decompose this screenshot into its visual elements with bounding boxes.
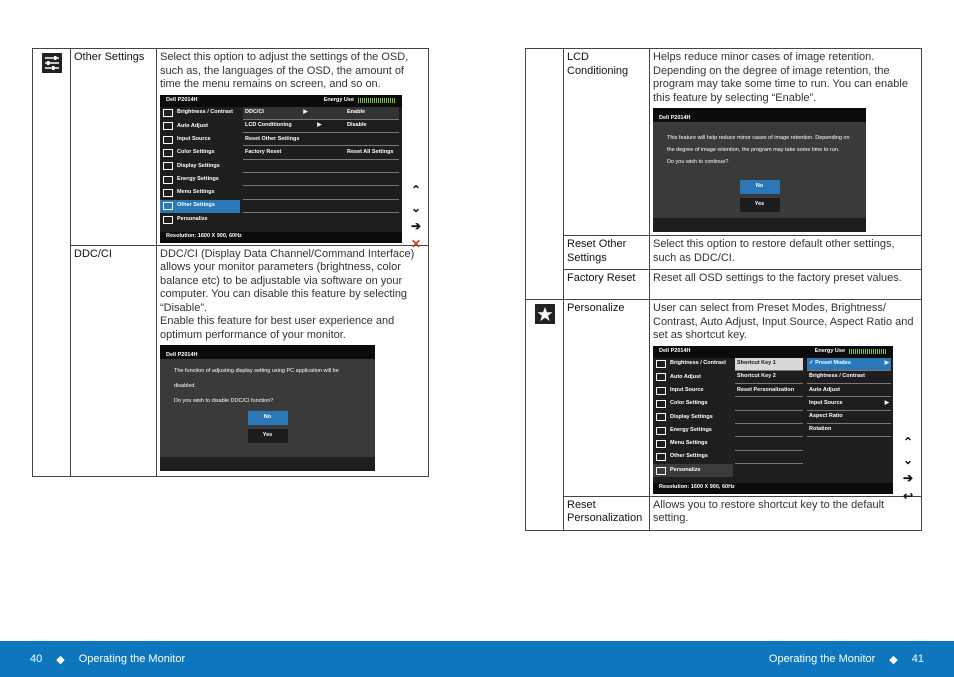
setting-name: DDC/CI <box>71 245 157 476</box>
setting-desc <box>650 300 922 497</box>
osd-menu-item-selected[interactable]: Other Settings <box>160 200 240 213</box>
dialog-text: This feature will help reduce minor cases of image retention. Depending on <box>667 135 850 141</box>
icon-cell <box>526 49 564 300</box>
footer-left <box>30 653 185 666</box>
osd-sub-item-empty <box>243 186 399 199</box>
ddc-dialog-screenshot <box>160 345 375 471</box>
color-icon <box>656 400 666 408</box>
osd-titlebar <box>653 346 893 358</box>
color-icon <box>163 149 173 157</box>
dialog-title: Dell P2014H <box>653 108 866 122</box>
star-icon <box>656 467 666 475</box>
sliders-icon <box>163 202 173 210</box>
osd-menu-screenshot <box>160 95 402 243</box>
no-button[interactable]: No <box>740 180 780 194</box>
osd-menu-item[interactable]: Personalize <box>160 213 240 226</box>
dialog-footer <box>653 218 866 232</box>
osd-sub-item[interactable]: DDC/CI ▶ Enable <box>243 107 399 120</box>
diamond-icon: ◆ <box>889 653 898 666</box>
osd-submenu <box>240 107 402 227</box>
osd-menu-item[interactable]: Other Settings <box>653 451 733 464</box>
osd-sub-item[interactable]: Shortcut Key 2 <box>735 371 803 384</box>
dialog-text: Do you wish to continue? <box>667 159 729 165</box>
page-footer <box>0 641 954 677</box>
osd-menu-item[interactable]: Menu Settings <box>653 437 733 450</box>
osd-menu-item[interactable]: Color Settings <box>160 146 240 159</box>
setting-desc <box>650 49 922 236</box>
setting-name: LCD Conditioning <box>564 49 650 236</box>
star-icon <box>163 216 173 224</box>
osd-option[interactable]: Input Source ▶ <box>807 397 891 410</box>
right-settings-table <box>525 48 922 531</box>
osd-menu-item[interactable]: Input Source <box>160 133 240 146</box>
yes-button[interactable]: Yes <box>248 429 288 443</box>
input-icon <box>163 136 173 144</box>
no-button[interactable]: No <box>248 411 288 425</box>
sliders-icon <box>656 453 666 461</box>
setting-name: Factory Reset <box>564 270 650 300</box>
menu-icon <box>656 440 666 448</box>
setting-desc: Allows you to restore shortcut key to the default setting. <box>650 496 922 530</box>
osd-body <box>653 358 893 478</box>
osd-sub-item-empty <box>735 437 803 450</box>
osd-menu-item[interactable]: Color Settings <box>653 397 733 410</box>
icon-cell <box>33 49 71 477</box>
osd-menu-item[interactable]: Display Settings <box>160 160 240 173</box>
table-row <box>33 245 429 476</box>
star-icon <box>535 315 555 327</box>
osd-option[interactable]: Rotation <box>807 424 891 437</box>
energy-icon <box>656 427 666 435</box>
table-row <box>526 300 922 497</box>
setting-name: Reset Other Settings <box>564 236 650 270</box>
dialog-text: the degree of image retention, the program may take some time to run. <box>667 147 840 153</box>
osd-option-selected[interactable]: ✓ Preset Modes ▶ <box>807 358 891 371</box>
energy-icon <box>163 176 173 184</box>
osd-menu-item[interactable]: Auto Adjust <box>653 371 733 384</box>
osd-menu-item[interactable]: Input Source <box>653 384 733 397</box>
osd-menu-item[interactable]: Menu Settings <box>160 186 240 199</box>
sun-icon <box>163 109 173 117</box>
setting-desc <box>157 49 429 246</box>
icon-cell <box>526 300 564 531</box>
menu-icon <box>163 189 173 197</box>
setting-name: Reset Personalization <box>564 496 650 530</box>
arrow-right-icon: ▶ <box>884 359 889 366</box>
energy-meter <box>358 98 396 103</box>
dialog-text: The function of adjusting display setting using PC application will be <box>174 368 339 374</box>
table-row <box>526 49 922 236</box>
osd-option[interactable]: Brightness / Contrast <box>807 371 891 384</box>
osd-sub-item-empty <box>735 411 803 424</box>
osd-sub-item-empty <box>735 451 803 464</box>
footer-right <box>769 653 924 666</box>
osd-body <box>160 107 402 227</box>
osd-title: Dell P2014H <box>166 96 198 103</box>
back-icon[interactable]: ↩ <box>902 489 914 503</box>
osd-menu-list <box>160 107 240 227</box>
osd-sub-item[interactable]: Factory Reset Reset All Settings <box>243 146 399 159</box>
table-row <box>526 496 922 530</box>
sliders-icon <box>42 64 62 76</box>
setting-desc: Reset all OSD settings to the factory preset values. <box>650 270 922 300</box>
osd-nav-buttons <box>899 434 917 504</box>
sun-icon <box>656 360 666 368</box>
energy-label: Energy Use <box>814 347 845 354</box>
down-icon[interactable]: ⌄ <box>410 201 422 215</box>
osd-mid-column <box>733 358 805 478</box>
osd-sub-item[interactable]: LCD Conditioning ▶ Disable <box>243 120 399 133</box>
osd-option[interactable]: Auto Adjust <box>807 384 891 397</box>
osd-menu-item-selected[interactable]: Personalize <box>653 464 733 477</box>
left-settings-table <box>32 48 429 477</box>
enter-icon[interactable]: ➔ <box>410 219 422 233</box>
auto-adjust-icon <box>163 122 173 130</box>
osd-nav-buttons <box>407 182 425 252</box>
up-icon[interactable]: ⌃ <box>410 183 422 197</box>
display-icon <box>163 162 173 170</box>
osd-personalize-screenshot <box>653 346 893 494</box>
desc-text: Helps reduce minor cases of image retention. Depending on the degree of image retention, the program may take some time to run. You can enable this feature by selecting “Enable”. <box>653 51 908 104</box>
osd-menu-item[interactable]: Display Settings <box>653 411 733 424</box>
osd-sub-item[interactable]: Reset Other Settings <box>243 133 399 146</box>
section-title: Operating the Monitor <box>78 653 186 665</box>
osd-menu-item[interactable]: Energy Settings <box>160 173 240 186</box>
osd-menu-item[interactable]: Energy Settings <box>653 424 733 437</box>
enter-icon[interactable]: ➔ <box>902 471 914 485</box>
up-icon[interactable]: ⌃ <box>902 435 914 449</box>
dialog-text: disabled. <box>174 383 197 389</box>
input-icon <box>656 387 666 395</box>
desc-text: User can select from Preset Modes, Brightness/ Contrast, Auto Adjust, Input Source, Aspect Ratio and set as shortcut key. <box>653 302 914 341</box>
diamond-icon: ◆ <box>56 653 65 666</box>
table-row <box>526 236 922 270</box>
osd-menu-item[interactable]: Auto Adjust <box>160 120 240 133</box>
energy-meter <box>849 349 887 354</box>
dialog-text: Do you wish to disable DDC/CI function? <box>174 398 274 404</box>
osd-titlebar <box>160 95 402 107</box>
display-icon <box>656 413 666 421</box>
page-number: 41 <box>911 653 924 665</box>
osd-menu-item[interactable]: Brightness / Contrast <box>160 107 240 120</box>
setting-name: Other Settings <box>71 49 157 246</box>
setting-desc: Select this option to restore default other settings, such as DDC/CI. <box>650 236 922 270</box>
osd-sub-item-empty <box>735 424 803 437</box>
arrow-right-icon: ▶ <box>884 399 889 406</box>
osd-option[interactable]: Aspect Ratio <box>807 411 891 424</box>
osd-sub-item-empty <box>243 173 399 186</box>
page-number: 40 <box>30 653 43 665</box>
energy-label: Energy Use <box>323 96 354 103</box>
osd-sub-item-empty <box>735 397 803 410</box>
osd-sub-item-empty <box>243 200 399 213</box>
osd-resolution: Resolution: 1600 X 900, 60Hz <box>160 232 402 243</box>
desc-text: Enable this feature for best user experience and optimum performance of your monitor. <box>160 315 395 341</box>
osd-sub-item[interactable]: Shortcut Key 1 <box>735 358 803 371</box>
osd-title: Dell P2014H <box>659 347 691 354</box>
yes-button[interactable]: Yes <box>740 198 780 212</box>
osd-resolution: Resolution: 1600 X 900, 60Hz <box>653 483 893 494</box>
osd-menu-item[interactable]: Brightness / Contrast <box>653 358 733 371</box>
dialog-title: Dell P2014H <box>160 345 375 359</box>
auto-adjust-icon <box>656 373 666 381</box>
table-row <box>33 49 429 246</box>
table-row <box>526 270 922 300</box>
check-icon: ✓ <box>809 359 816 366</box>
osd-options <box>805 358 893 478</box>
osd-menu-list <box>653 358 733 478</box>
desc-text: Select this option to adjust the settings of the OSD, such as, the languages of the OSD, the amount of time the menu remains on screen, and so on. <box>160 51 409 90</box>
close-icon[interactable]: ✕ <box>410 237 422 251</box>
setting-name: Personalize <box>564 300 650 497</box>
dialog-footer <box>160 457 375 471</box>
osd-sub-item[interactable]: Reset Personalization <box>735 384 803 397</box>
section-title: Operating the Monitor <box>768 653 876 665</box>
down-icon[interactable]: ⌄ <box>902 453 914 467</box>
desc-text: DDC/CI (Display Data Channel/Command Interface) allows your monitor parameters (brightness, color balance etc) to be adjustable via software on your computer. You can disable this feature by selecting “Disable”. <box>160 247 415 314</box>
setting-desc <box>157 245 429 476</box>
lcd-dialog-screenshot <box>653 108 866 232</box>
osd-sub-item-empty <box>243 160 399 173</box>
